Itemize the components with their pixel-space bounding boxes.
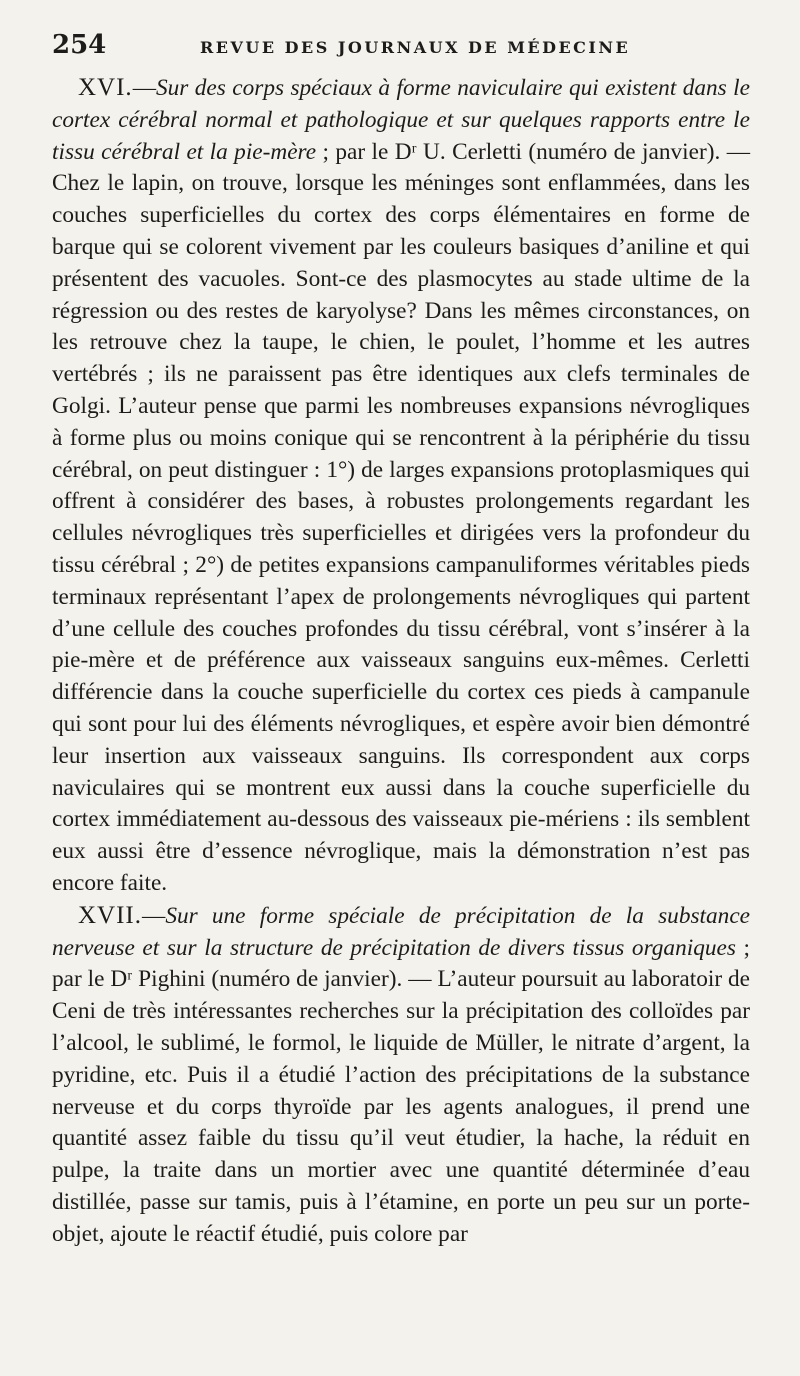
section-attribution: ; par le Dʳ U. Cerletti (numéro de janvier). —: [316, 138, 750, 165]
section-body: L’auteur poursuit au laboratoir de Ceni de très intéressantes recherches sur la précipitation des colloïdes par l’alcool, le sublimé, le formol, le liquide de Müller, le nitrate d’argent, la pyridine, etc. Puis il a étudié l’action des précipitations de la substance nerveuse et du corps thyroïde par les agents analogues, il prend une quantité assez faible du tissu qu’il veut étudier, la hache, la réduit en pulpe, la traite dans un mortier avec une quantité déterminée d’eau distillée, passe sur tamis, puis à l’étamine, en porte un peu sur un porte-objet, ajoute le réactif étudié, puis colore par: [52, 966, 750, 1247]
section-attribution: ; par le Dʳ Pighini (numéro de janvier). —: [52, 934, 750, 993]
section-title: Sur une forme spéciale de précipitation de la substance nerveuse et sur la structure de précipitation de divers tissus organiques: [52, 902, 750, 961]
section-dash: —: [142, 902, 166, 929]
page-number: 254: [52, 30, 107, 60]
section-body: Chez le lapin, on trouve, lorsque les méninges sont enflammées, dans les couches superficielles du cortex des corps élémentaires en forme de barque qui se colorent vivement par les couleurs basiques d’aniline et qui présentent des vacuoles. Sont-ce des plasmocytes au stade ultime de la régression ou des restes de karyolyse? Dans les mêmes circonstances, on les retrouve chez la taupe, le chien, le poulet, l’homme et les autres vertébrés ; ils ne paraissent pas être identiques aux clefs terminales de Golgi. L’auteur pense que parmi les nombreuses expansions névrogliques à forme plus ou moins conique qui se rencontrent à la périphérie du tissu cérébral, on peut distinguer : 1°) de larges expansions protoplasmiques qui offrent à considérer des bases, à robustes prolongements regardant les cellules névrogliques très superficielles et dirigées vers la profondeur du tissu cérébral ; 2°) de petites expansions campanuliformes véritables pieds terminaux représentant l’apex de prolongements névrogliques qui partent d’une cellule des couches profondes du tissu cérébral, vont s’insérer à la pie-mère et de préférence aux vaisseaux sanguins eux-mêmes. Cerletti différencie dans la couche superficielle du cortex ces pieds à campanule qui sont pour lui des éléments névrogliques, et espère avoir bien démontré leur insertion aux vaisseaux sanguins. Ils correspondent aux corps naviculaires qui se montrent eux aussi dans la couche superficielle du cortex immédiatement au-dessous des vaisseaux pie-mériens : ils semblent eux aussi être d’essence névroglique, mais la démonstration n’est pas encore faite.: [52, 170, 750, 896]
section-title: Sur des corps spéciaux à forme naviculaire qui existent dans le cortex cérébral normal et pathologique et sur quelques rapports entre le tissu cérébral et la pie-mère: [52, 75, 750, 165]
body-text: [52, 72, 750, 1250]
section-xvii: [52, 900, 750, 1251]
section-dash: —: [132, 75, 156, 101]
page-header: [52, 30, 750, 68]
running-head: REVUE DES JOURNAUX DE MÉDECINE: [200, 38, 631, 57]
section-xvi: [52, 72, 750, 900]
section-numeral: XVII.: [78, 901, 143, 929]
section-numeral: XVI.: [78, 74, 133, 101]
